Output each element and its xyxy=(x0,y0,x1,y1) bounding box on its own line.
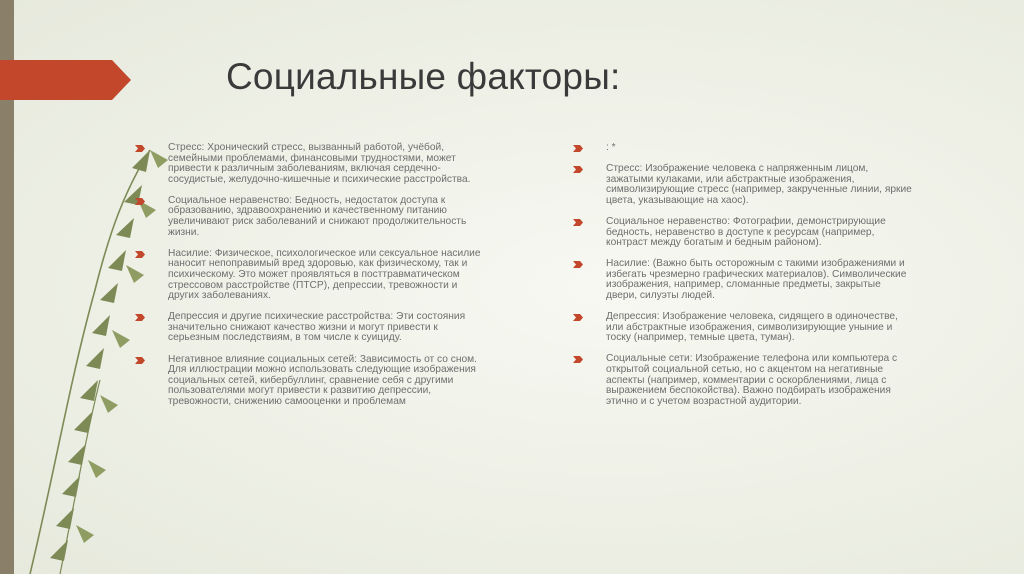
list-item xyxy=(573,143,913,154)
list-item-text: Социальные сети: Изображение телефона или компьютера с открытой социальной сетью, но с акцентом на негативные аспекты (например, комментарии с оскорблениями, лица с выражением беспокойства). Важно подбирать изображения этично и с учетом возрастной аудитории. xyxy=(606,353,898,407)
list-item-text: Социальное неравенство: Бедность, недостаток доступа к образованию, здравоохранению и качественному питанию увеличивают риск заболеваний и снижают продолжительность жизни. xyxy=(168,194,467,238)
list-item-text: Насилие: Физическое, психологическое или сексуальное насилие наносит непоправимый вред здоровью, как физическому, так и психическому. Это может проявляться в посттравматическом стрессовом расстройстве (ПТСР), депрессии, тревожности и других заболеваниях. xyxy=(168,247,481,302)
slide-title: Социальные факторы: xyxy=(226,56,621,97)
arrow-bullet-icon xyxy=(135,145,145,152)
arrow-bullet-icon xyxy=(135,357,145,364)
list-item xyxy=(573,217,913,249)
arrow-bullet-icon xyxy=(135,314,145,321)
list-item xyxy=(573,312,913,344)
arrow-bullet-icon xyxy=(573,145,583,152)
list-item-text: Стресс: Хронический стресс, вызванный работой, учёбой, семейными проблемами, финансовыми трудностями, может привести к различным заболеваниям, включая сердечно-сосудистые, желудочно-кишечные и психические расстройства. xyxy=(168,142,471,185)
list-item xyxy=(135,312,487,344)
arrow-bullet-icon xyxy=(135,198,145,205)
left-column xyxy=(135,143,487,418)
arrow-bullet-icon xyxy=(573,356,583,363)
arrow-bullet-icon xyxy=(573,219,583,226)
list-item xyxy=(135,249,487,302)
list-item-text: Социальное неравенство: Фотографии, демонстрирующие бедность, неравенство в доступе к ресурсам (например, контраст между богатым и бедным районом). xyxy=(606,215,886,249)
list-item xyxy=(573,259,913,301)
list-item-text: Депрессия: Изображение человека, сидящего в одиночестве, или абстрактные изображения, символизирующие уныние и тоску (например, темные цвета, туман). xyxy=(606,311,898,344)
list-item-text: : * xyxy=(606,142,616,153)
right-column xyxy=(573,143,913,418)
list-item-text: Насилие: (Важно быть осторожным с такими изображениями и избегать чрезмерно графических материалов). Символические изображения, например, сломанные предметы, закрытые двери, силуэты людей. xyxy=(606,258,907,302)
arrow-bullet-icon xyxy=(573,261,583,268)
list-item xyxy=(573,354,913,407)
list-item xyxy=(573,164,913,206)
title-arrow-shape xyxy=(0,60,131,100)
list-item-text: Негативное влияние социальных сетей: Зависимость от со сном. Для иллюстрации можно использовать следующие изображения социальных сетей, кибербуллинг, сравнение себя с другими пользователями могут привести к развитию депрессии, тревожности, снижению самооценки и проблемам xyxy=(168,353,477,407)
list-item-text: Стресс: Изображение человека с напряженным лицом, зажатыми кулаками, или абстрактные изображения, символизирующие стресс (например, закрученные линии, яркие цвета, указывающие на хаос). xyxy=(606,163,912,206)
list-item xyxy=(135,143,487,185)
arrow-bullet-icon xyxy=(135,251,145,258)
list-item xyxy=(135,355,487,408)
list-item xyxy=(135,196,487,238)
arrow-bullet-icon xyxy=(573,166,583,173)
arrow-bullet-icon xyxy=(573,314,583,321)
list-item-text: Депрессия и другие психические расстройства: Эти состояния значительно снижают качество жизни и могут привести к серьезным последствиям, в том числе к суициду. xyxy=(168,311,466,344)
